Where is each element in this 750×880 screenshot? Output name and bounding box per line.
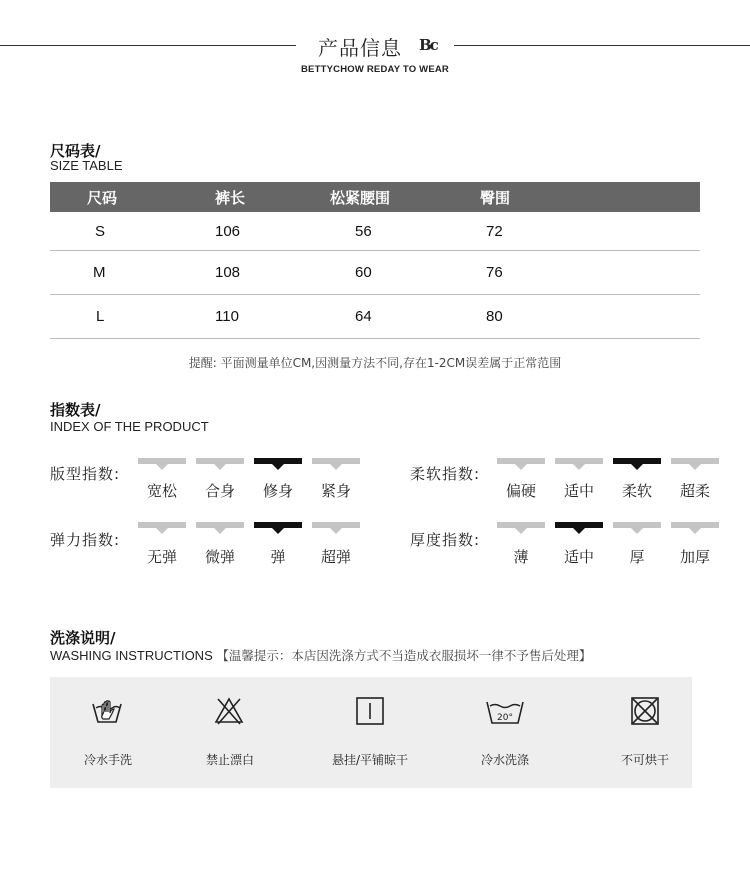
table-row [50,251,700,295]
col-header-size: 尺码 [87,188,118,207]
index-option: 加厚 [679,548,710,566]
index-option: 厚 [629,548,645,566]
index-marker-selected [613,458,661,472]
brand-logo: Bc [419,36,437,54]
index-marker [613,522,661,536]
header-line-left [0,45,296,46]
index-option: 宽松 [146,482,177,500]
index-option: 微弹 [204,548,235,566]
index-marker [196,522,244,536]
no-bleach-icon [212,694,246,728]
wash-temp-label: 20° [497,713,513,723]
no-tumble-dry-icon [628,694,662,728]
wash-label-cold: 冷水洗涤 [480,753,529,767]
cell-length: 108 [215,264,241,281]
index-marker [671,458,719,472]
index-option: 薄 [513,548,529,566]
cell-size: L [96,308,105,325]
wash-20-icon [485,694,525,728]
washing-title: 洗涤说明/ [50,629,116,647]
index-label: 柔软指数: [410,465,481,483]
index-option: 修身 [262,482,293,500]
index-option: 超弹 [320,548,351,566]
size-table [50,182,700,339]
cell-hip: 80 [486,308,503,325]
wash-label-hang: 悬挂/平铺晾干 [331,753,409,767]
index-marker [555,458,603,472]
index-marker [497,522,545,536]
wash-label-dry: 不可烘干 [620,753,669,767]
index-option: 柔软 [621,482,652,500]
index-marker [138,458,186,472]
index-option: 适中 [563,548,594,566]
index-label: 厚度指数: [410,531,481,549]
index-label: 版型指数: [50,465,121,483]
cell-size: M [93,264,106,281]
index-option: 偏硬 [505,482,536,500]
cell-size: S [95,222,106,240]
cell-hip: 72 [486,222,503,240]
hand-wash-icon [90,694,124,728]
col-header-hip: 臀围 [480,188,511,207]
index-marker [312,458,360,472]
washing-tip: 【温馨提示：本店因洗涤方式不当造成衣服损坏一律不予售后处理】 [216,648,592,663]
size-table-title: 尺码表/ [50,142,101,160]
index-option: 合身 [204,482,235,500]
index-marker-selected [555,522,603,536]
cell-hip: 76 [486,264,503,281]
cell-waist: 56 [355,222,372,240]
index-marker [671,522,719,536]
washing-subtitle: WASHING INSTRUCTIONS [50,648,213,663]
wash-label-bleach: 禁止漂白 [205,753,254,767]
size-table-header [50,182,700,212]
index-marker [196,458,244,472]
col-header-waist: 松紧腰围 [330,188,391,207]
cell-length: 106 [215,222,241,240]
cell-waist: 64 [355,308,372,325]
index-table-subtitle: INDEX OF THE PRODUCT [50,419,209,434]
page-title: 产品信息 [318,36,402,60]
index-option: 紧身 [320,482,351,500]
hang-dry-icon [353,694,387,728]
index-option: 适中 [563,482,594,500]
index-label: 弹力指数: [50,531,121,549]
index-option: 弹 [270,548,286,566]
table-row [50,212,700,251]
washing-subtitle-line [50,646,591,664]
measurement-note: 提醒: 平面测量单位CM,因测量方法不同,存在1-2CM误差属于正常范围 [188,356,562,370]
header-line-right [454,45,750,46]
brand-subtitle: BETTYCHOW REDAY TO WEAR [301,64,449,75]
index-marker [138,522,186,536]
index-marker [312,522,360,536]
size-table-subtitle: SIZE TABLE [50,158,123,173]
col-header-length: 裤长 [215,188,246,207]
index-marker-selected [254,522,302,536]
index-option: 超柔 [679,482,710,500]
index-marker-selected [254,458,302,472]
index-option: 无弹 [146,548,177,566]
cell-length: 110 [215,308,239,325]
cell-waist: 60 [355,264,372,281]
index-table-title: 指数表/ [50,401,101,419]
wash-label-hand: 冷水手洗 [83,753,132,767]
table-row [50,295,700,339]
index-marker [497,458,545,472]
